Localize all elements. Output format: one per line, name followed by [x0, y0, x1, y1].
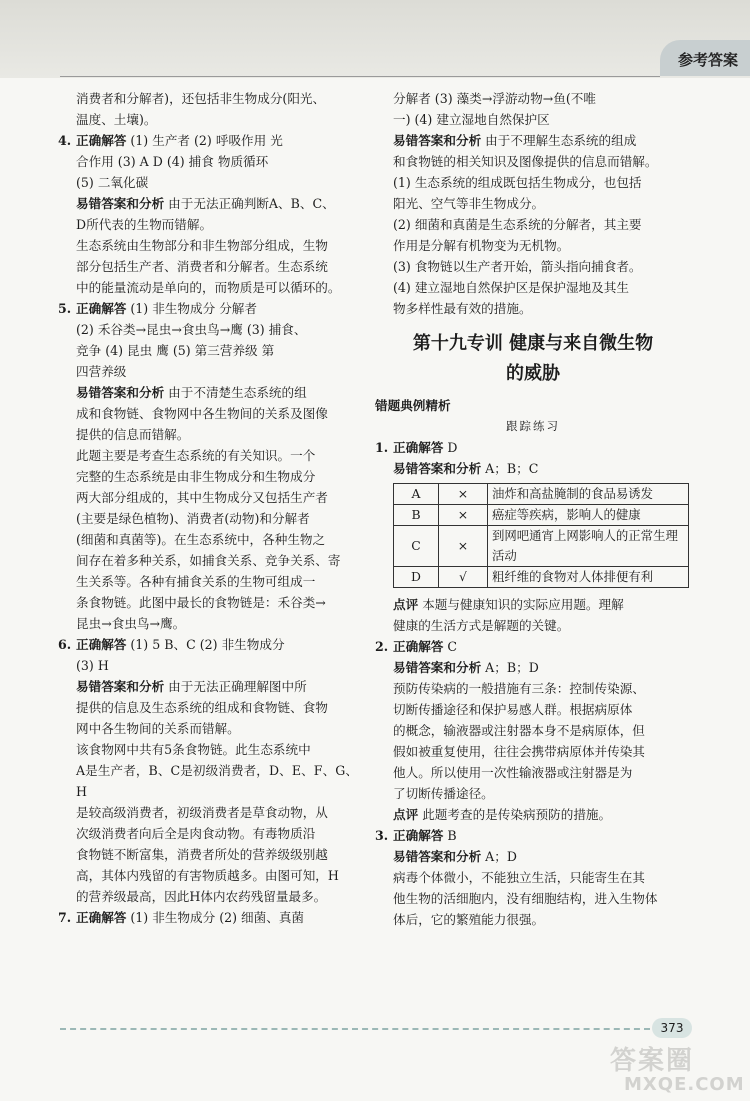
table-row	[394, 526, 689, 567]
text-line: (细菌和真菌等)。在生态系统中，各种生物之	[76, 532, 326, 547]
comment-line	[375, 594, 691, 615]
comment-label: 点评	[393, 597, 419, 612]
error-analysis-label: 易错答案和分析	[393, 849, 482, 864]
answer-text: D	[443, 440, 458, 455]
text-line: 此题主要是考查生态系统的有关知识。一个	[76, 448, 316, 463]
text-line: 合作用 (3) A D (4) 捕食 物质循环	[76, 154, 269, 169]
text-line: 是较高级消费者，初级消费者是草食动物，从	[76, 805, 328, 820]
correct-answer-label: 正确解答	[393, 639, 444, 654]
text-line: 病毒个体微小，不能独立生活，只能寄生在其	[393, 870, 645, 885]
subsection-heading: 跟踪练习	[506, 419, 560, 433]
analysis-text: 由于不清楚生态系统的组	[164, 385, 307, 400]
text-line: 温度、土壤)。	[76, 112, 157, 127]
table-row	[394, 484, 689, 505]
answer-text: (1) 非生物成分 分解者	[126, 301, 257, 316]
error-analysis-label: 易错答案和分析	[76, 679, 165, 694]
table-cell: 癌症等疾病，影响人的健康	[488, 505, 689, 526]
text-line: 物多样性最有效的措施。	[393, 301, 532, 316]
watermark	[610, 1040, 745, 1098]
text-line: 成和食物链、食物网中各生物间的关系及图像	[76, 406, 328, 421]
answer-text: (1) 5 B、C (2) 非生物成分	[126, 637, 285, 652]
answer-line	[375, 437, 691, 458]
text-line: 提供的信息及生态系统的组成和食物链、食物	[76, 700, 328, 715]
text-line: 消费者和分解者)，还包括非生物成分(阳光、	[76, 91, 326, 106]
text-line: 高，其体内残留的有害物质越多。由图可知，H	[76, 868, 339, 883]
text-line: 假如被重复使用，往往会携带病原体并传染其	[393, 744, 645, 759]
text-line: 和食物链的相关知识及图像提供的信息而错解。	[393, 154, 658, 169]
error-analysis-label: 易错答案和分析	[393, 133, 482, 148]
answer-text: B	[443, 828, 457, 843]
analysis-line	[58, 193, 358, 214]
answer-line	[58, 298, 358, 319]
chapter-title	[375, 329, 691, 389]
answer-line	[375, 636, 691, 657]
correct-answer-label: 正确解答	[76, 910, 127, 925]
text-line: 阳光、空气等非生物成分。	[393, 196, 545, 211]
analysis-text: A；B；C	[481, 461, 539, 476]
answer-text: C	[443, 639, 458, 654]
analysis-text: A；B；D	[481, 660, 539, 675]
text-line: (2) 细菌和真菌是生态系统的分解者，其主要	[393, 217, 642, 232]
correct-answer-label: 正确解答	[393, 440, 444, 455]
error-analysis-label: 易错答案和分析	[76, 385, 165, 400]
text-line: 的营养级最高，因此H体内农药残留量最多。	[76, 889, 327, 904]
text-line: 分解者 (3) 藻类→浮游动物→鱼(不唯	[393, 91, 596, 106]
table-cell: B	[394, 505, 439, 526]
text-line: 体后，它的繁殖能力很强。	[393, 912, 545, 927]
header-bar	[0, 0, 750, 78]
table-cell: √	[439, 567, 488, 588]
comment-text: 本题与健康知识的实际应用题。理解	[418, 597, 624, 612]
text-line: 他人。所以使用一次性输液器或注射器是为	[393, 765, 633, 780]
question-number: 5.	[58, 301, 72, 316]
analysis-line	[375, 458, 691, 479]
text-line: 切断传播途径和保护易感人群。根据病原体	[393, 702, 633, 717]
right-column	[375, 88, 691, 930]
text-line: 了切断传播途径。	[393, 786, 494, 801]
error-analysis-label: 易错答案和分析	[393, 461, 482, 476]
header-divider	[60, 76, 660, 77]
analysis-line	[58, 382, 358, 403]
question-number: 3.	[375, 828, 389, 843]
text-line: 两大部分组成的，其中生物成分又包括生产者	[76, 490, 328, 505]
page-number: 373	[652, 1018, 692, 1038]
answer-table	[393, 483, 689, 588]
table-row	[394, 567, 689, 588]
analysis-line	[375, 846, 691, 867]
text-line: 部分包括生产者、消费者和分解者。生态系统	[76, 259, 328, 274]
analysis-text: 由于不理解生态系统的组成	[481, 133, 637, 148]
text-line: D所代表的生物而错解。	[76, 217, 213, 232]
section-tab	[660, 40, 750, 76]
text-line: A是生产者，B、C是初级消费者，D、E、F、G、H	[76, 763, 358, 799]
text-line: 他生物的活细胞内，没有细胞结构，进入生物体	[393, 891, 658, 906]
correct-answer-label: 正确解答	[76, 301, 127, 316]
text-line: (2) 禾谷类→昆虫→食虫鸟→鹰 (3) 捕食、	[76, 322, 307, 337]
text-line: 健康的生活方式是解题的关键。	[393, 618, 570, 633]
answer-text: (1) 非生物成分 (2) 细菌、真菌	[126, 910, 305, 925]
analysis-text: 由于无法正确理解图中所	[164, 679, 307, 694]
text-line: 生关系等。各种有捕食关系的生物可组成一	[76, 574, 316, 589]
text-line: (4) 建立湿地自然保护区是保护湿地及其生	[393, 280, 629, 295]
text-line: 条食物链。此图中最长的食物链是：禾谷类→	[76, 595, 326, 610]
table-cell: A	[394, 484, 439, 505]
analysis-text: 由于无法正确判断A、B、C、	[164, 196, 335, 211]
table-cell: 油炸和高盐腌制的食品易诱发	[488, 484, 689, 505]
text-line: (主要是绿色植物)、消费者(动物)和分解者	[76, 511, 310, 526]
question-number: 2.	[375, 639, 389, 654]
analysis-line	[375, 657, 691, 678]
table-cell: ×	[439, 505, 488, 526]
text-line: 预防传染病的一般措施有三条：控制传染源、	[393, 681, 645, 696]
chapter-title-line: 的威胁	[506, 363, 560, 384]
text-line: (3) H	[76, 658, 109, 673]
correct-answer-label: 正确解答	[76, 133, 127, 148]
analysis-text: A；D	[481, 849, 517, 864]
correct-answer-label: 正确解答	[393, 828, 444, 843]
text-line: 昆虫→食虫鸟→鹰。	[76, 616, 186, 631]
question-number: 6.	[58, 637, 72, 652]
text-line: 该食物网中共有5条食物链。此生态系统中	[76, 742, 311, 757]
text-line: (1) 生态系统的组成既包括生物成分，也包括	[393, 175, 642, 190]
analysis-line	[58, 676, 358, 697]
question-number: 4.	[58, 133, 72, 148]
comment-label: 点评	[393, 807, 419, 822]
watermark-url: MXQE.COM	[624, 1074, 745, 1095]
table-cell: 粗纤维的食物对人体排便有利	[488, 567, 689, 588]
text-line: 作用是分解有机物变为无机物。	[393, 238, 570, 253]
analysis-line	[375, 130, 691, 151]
comment-text: 此题考查的是传染病预防的措施。	[418, 807, 612, 822]
answer-line	[58, 634, 358, 655]
section-label: 参考答案	[678, 51, 739, 69]
text-line: 中的能量流动是单向的，而物质是可以循环的。	[76, 280, 341, 295]
table-row	[394, 505, 689, 526]
text-line: 一) (4) 建立湿地自然保护区	[393, 112, 550, 127]
text-line: 四营养级	[76, 364, 127, 379]
chapter-title-line: 第十九专训 健康与来自微生物	[412, 333, 654, 354]
footer-divider	[60, 1028, 650, 1030]
error-analysis-label: 易错答案和分析	[76, 196, 165, 211]
text-line: 完整的生态系统是由非生物成分和生物成分	[76, 469, 316, 484]
text-line: 食物链不断富集，消费者所处的营养级级别越	[76, 847, 328, 862]
text-line: 竞争 (4) 昆虫 鹰 (5) 第三营养级 第	[76, 343, 275, 358]
left-column	[58, 88, 358, 928]
table-cell: 到网吧通宵上网影响人的正常生理活动	[488, 526, 689, 567]
table-cell: ×	[439, 484, 488, 505]
text-line: 的概念，输液器或注射器本身不是病原体，但	[393, 723, 645, 738]
comment-line	[375, 804, 691, 825]
section-heading: 错题典例精析	[375, 398, 451, 413]
answer-line	[375, 825, 691, 846]
answer-line	[58, 907, 358, 928]
table-cell: D	[394, 567, 439, 588]
question-number: 1.	[375, 440, 389, 455]
text-line: 网中各生物间的关系而错解。	[76, 721, 240, 736]
text-line: (3) 食物链以生产者开始，箭头指向捕食者。	[393, 259, 642, 274]
table-cell: C	[394, 526, 439, 567]
question-number: 7.	[58, 910, 72, 925]
text-line: 次级消费者向后全是肉食动物。有毒物质沿	[76, 826, 316, 841]
text-line: 生态系统由生物部分和非生物部分组成，生物	[76, 238, 328, 253]
answer-text: (1) 生产者 (2) 呼吸作用 光	[126, 133, 283, 148]
error-analysis-label: 易错答案和分析	[393, 660, 482, 675]
answer-line	[58, 130, 358, 151]
text-line: 提供的信息而错解。	[76, 427, 190, 442]
text-line: 间存在着多种关系，如捕食关系、竞争关系、寄	[76, 553, 341, 568]
table-cell: ×	[439, 526, 488, 567]
watermark-logo: 答案圈	[610, 1046, 695, 1076]
text-line: (5) 二氧化碳	[76, 175, 149, 190]
correct-answer-label: 正确解答	[76, 637, 127, 652]
